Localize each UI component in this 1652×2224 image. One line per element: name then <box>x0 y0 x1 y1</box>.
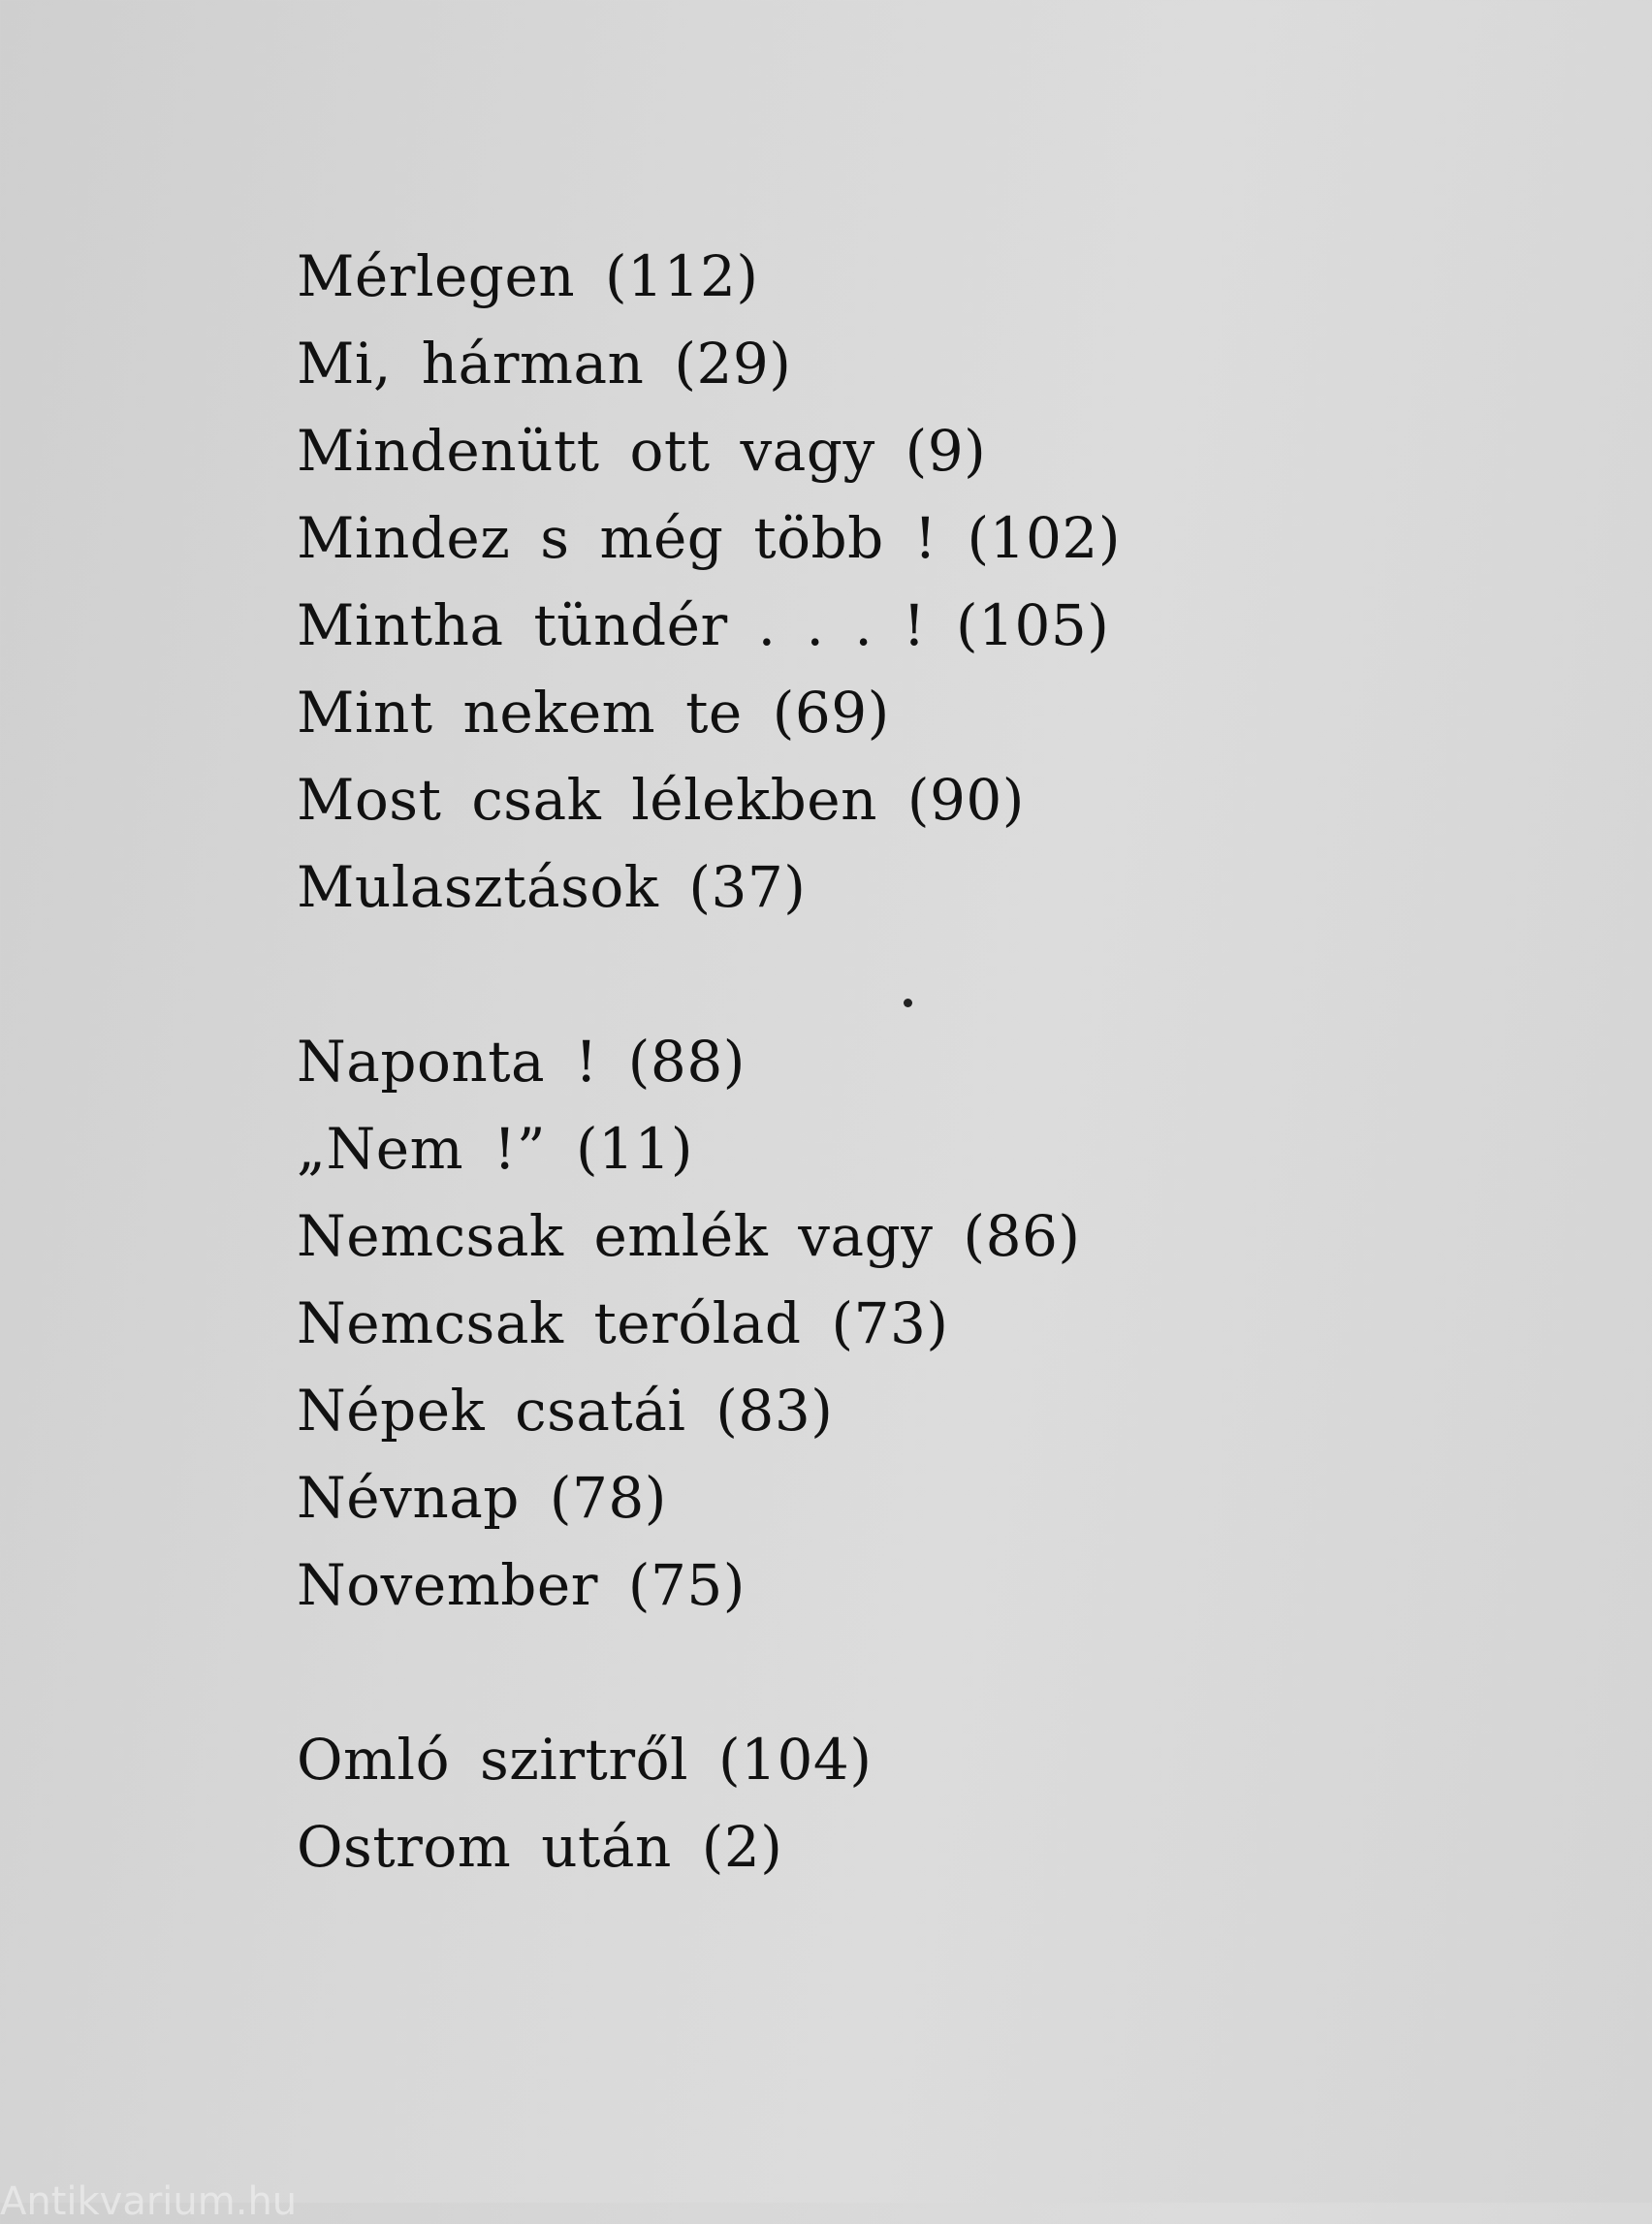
index-entry: Mi, hárman (29) <box>297 331 792 397</box>
index-entry: Mindenütt ott vagy (9) <box>297 418 987 484</box>
ink-speck <box>904 999 912 1007</box>
index-entry: Mulasztások (37) <box>297 854 807 920</box>
index-entry: Mintha tündér . . . ! (105) <box>297 592 1110 658</box>
index-entry: Nemcsak emlék vagy (86) <box>297 1203 1081 1269</box>
index-entry: Ostrom után (2) <box>297 1814 783 1880</box>
index-entry: Névnap (78) <box>297 1465 667 1531</box>
index-group-m <box>297 233 1363 931</box>
index-entry: Mérlegen (112) <box>297 243 759 309</box>
index-entry: Mindez s még több ! (102) <box>297 505 1121 571</box>
index-entry: Naponta ! (88) <box>297 1029 746 1095</box>
index-group-n <box>297 1018 1363 1629</box>
index-entry: November (75) <box>297 1552 746 1618</box>
title-index-list <box>297 233 1363 1978</box>
index-entry: Mint nekem te (69) <box>297 680 890 746</box>
index-entry: Népek csatái (83) <box>297 1378 834 1444</box>
watermark-text: Antikvarium.hu <box>0 2179 298 2224</box>
index-entry: „Nem !” (11) <box>297 1116 694 1182</box>
index-entry: Nemcsak terólad (73) <box>297 1290 949 1356</box>
index-entry: Most csak lélekben (90) <box>297 767 1025 833</box>
index-group-o <box>297 1716 1363 1890</box>
index-entry: Omló szirtről (104) <box>297 1727 873 1793</box>
